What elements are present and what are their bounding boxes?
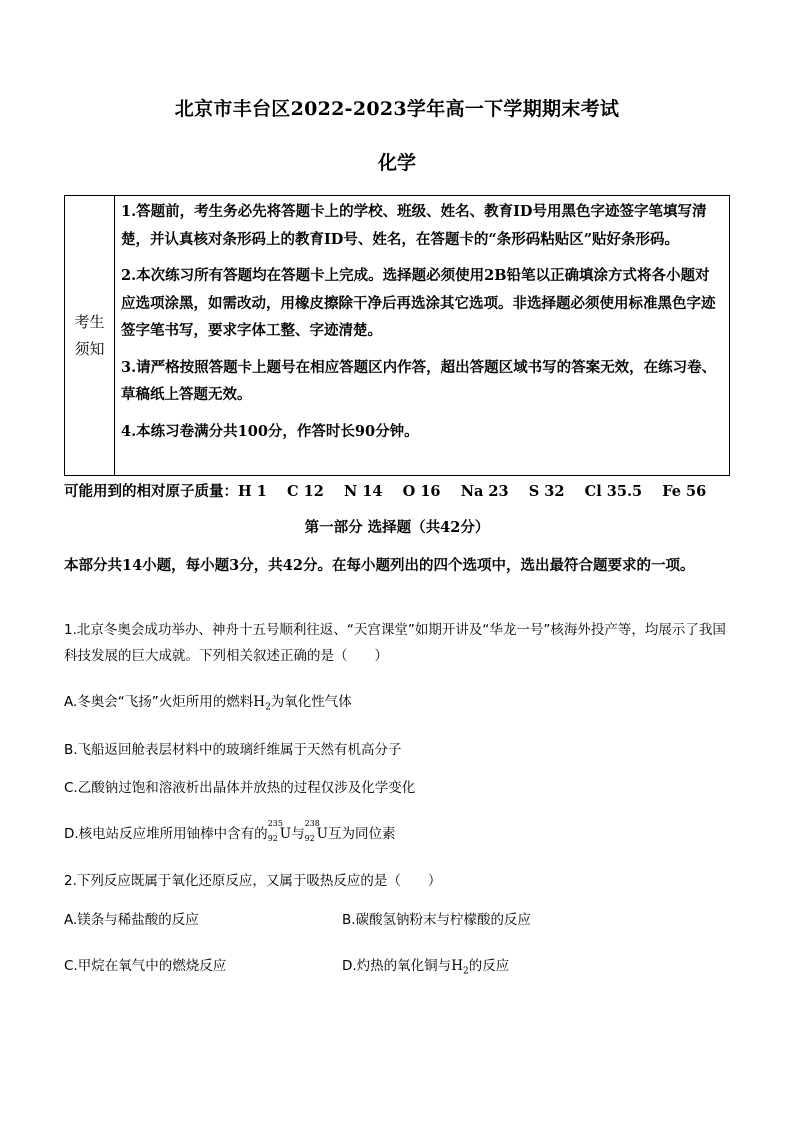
q1-option-d: D.核电站反应堆所用铀棒中含有的 235 92 U与 238 92 U互为同位素 (64, 819, 396, 843)
notice-item-1: 1.答题前，考生务必先将答题卡上的学校、班级、姓名、教育ID号用黑色字迹签字笔填写清楚，并认真核对条形码上的教育ID号、姓名，在答题卡的“条形码粘贴区”贴好条形码。 (121, 203, 707, 248)
subject-title: 化学 (377, 152, 416, 174)
q1-option-a: A.冬奥会“飞扬”火炬所用的燃料$H_2$为氧化性气体 (64, 694, 352, 713)
question-2-stem: 2.下列反应既属于氧化还原反应，又属于吸热反应的是（ ） (64, 873, 442, 889)
notice-label-line1: 考生 (74, 312, 105, 331)
nuclide-u238: 238 92 U (304, 819, 328, 843)
notice-item-2: 2.本次练习所有答题均在答题卡上完成。选择题必须使用2B铅笔以正确填涂方式将各小题对应选项涂黑，如需改动，用橡皮擦除干净后再选涂其它选项。非选择题必须使用标准黑色字迹签字笔书写，要求字体工整、字迹清楚。 (121, 267, 716, 339)
part-title: 第一部分 选择题（共42分） (304, 519, 490, 536)
page-title: 北京市丰台区2022-2023学年高一下学期期末考试 (174, 98, 620, 120)
notice-label (65, 196, 115, 476)
question-1-stem: 1.北京冬奥会成功举办、神舟十五号顺利往返、“天宫课堂”如期开讲及“华龙一号”核海外投产等，均展示了我国科技发展的巨大成就。下列相关叙述正确的是（ ） (64, 622, 726, 664)
q2-option-d: D.灼热的氧化铜与$H_2$的反应 (342, 958, 510, 977)
q2-option-a: A.镁条与稀盐酸的反应 (64, 912, 199, 928)
part-intro: 本部分共14小题，每小题3分，共42分。在每小题列出的四个选项中，选出最符合题要求的一项。 (64, 557, 695, 574)
q1-option-c: C.乙酸钠过饱和溶液析出晶体并放热的过程仅涉及化学变化 (64, 780, 416, 796)
notice-item-4: 4.本练习卷满分共100分，作答时长90分钟。 (121, 422, 419, 440)
notice-label-line2: 须知 (74, 339, 105, 358)
q1-option-b: B.飞船返回舱表层材料中的玻璃纤维属于天然有机高分子 (64, 742, 402, 758)
notice-table (64, 195, 730, 476)
atomic-masses: 可能用到的相对原子质量：H 1 C 12 N 14 O 16 Na 23 S 32 Cl 35.5 Fe 56 (64, 483, 707, 500)
notice-item-3: 3.请严格按照答题卡上题号在相应答题区内作答，超出答题区域书写的答案无效，在练习卷、草稿纸上答题无效。 (121, 358, 717, 403)
nuclide-u235: 235 92 U (267, 819, 292, 843)
q2-option-b: B.碳酸氢钠粉末与柠檬酸的反应 (342, 912, 532, 928)
q2-option-c: C.甲烷在氧气中的燃烧反应 (64, 958, 227, 974)
notice-content (115, 196, 730, 476)
